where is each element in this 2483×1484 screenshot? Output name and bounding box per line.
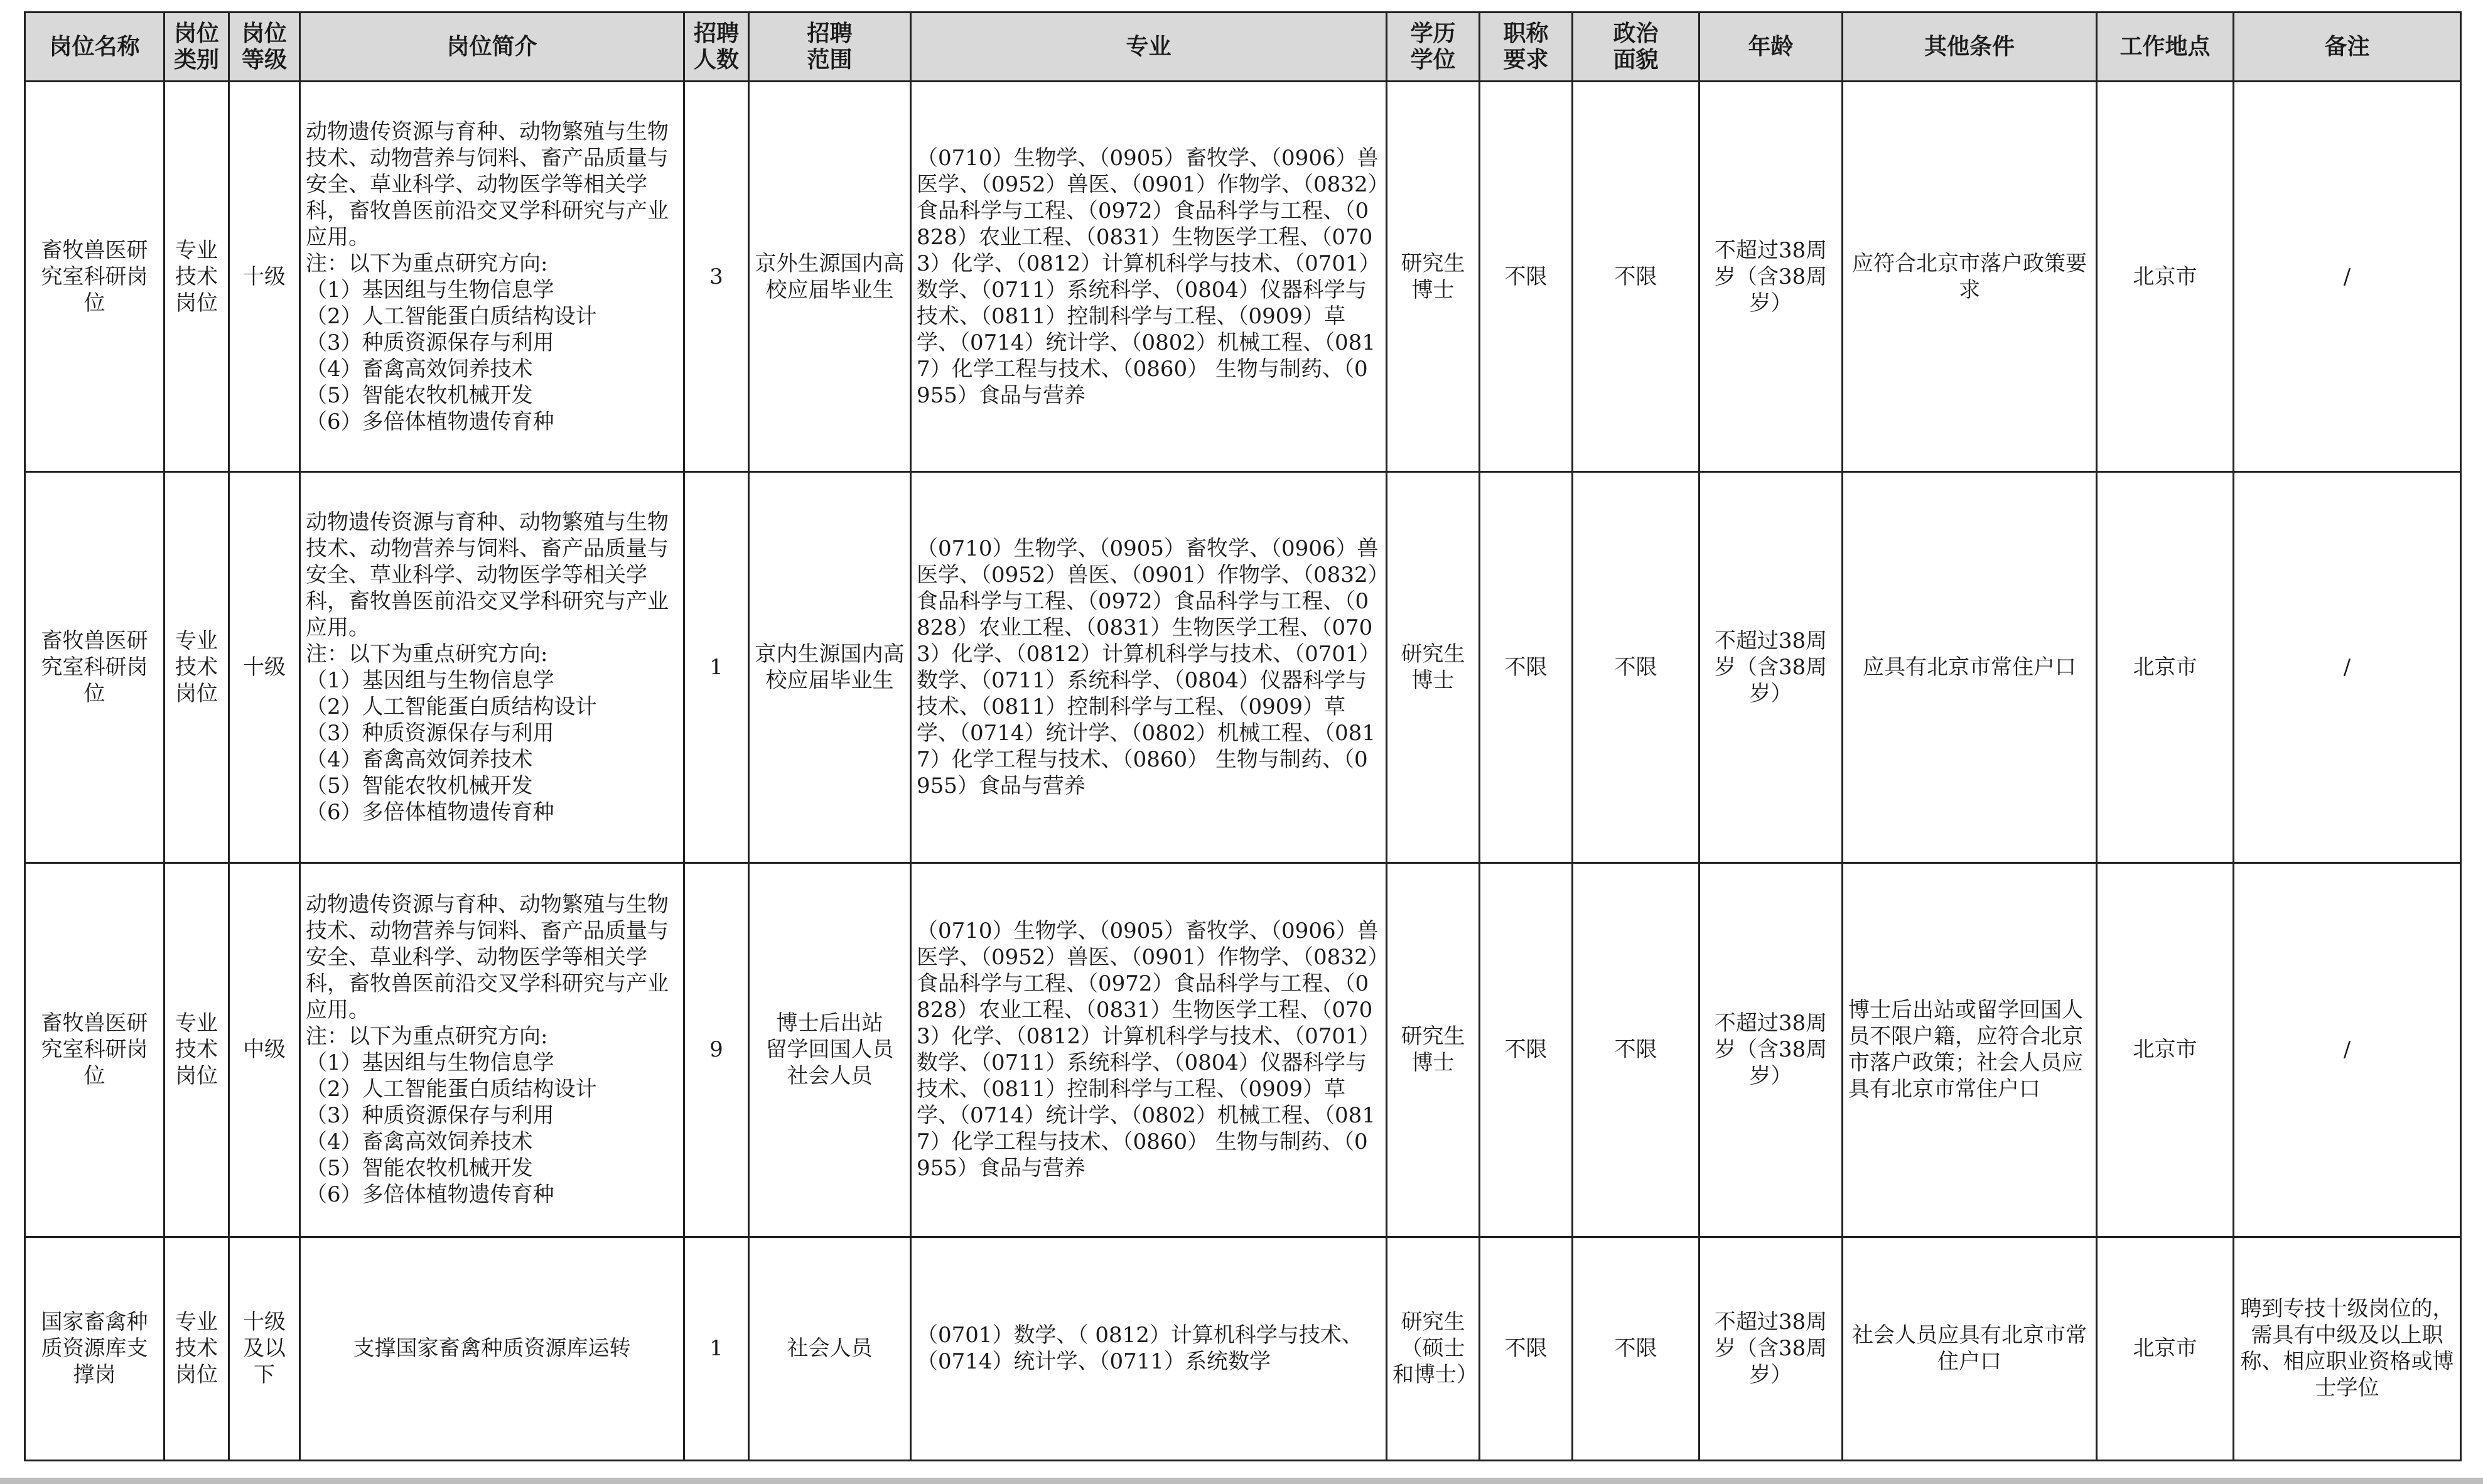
cell-grade: 十级及以下 [229,1237,300,1460]
cell-grade: 十级 [229,472,300,863]
cell-category: 专业 技术 岗位 [164,82,229,472]
cell-remark: / [2234,472,2461,863]
cell-major: （0710）生物学、（0905）畜牧学、（0906）兽医学、（0952）兽医、（0901）作物学、（0832）食品科学与工程、（0972）食品科学与工程、（0828）农业工程、（0831）生物医学工程、（0703）化学、（0812）计算机科学与技术、（0701）数学、（0711）系统科学、（0804）仪器科学与技术、（0811）控制科学与工程、（0909）草学、（0714）统计学、（0802）机械工程、（0817）化学工程与技术、（0860） 生物与制药、（0955）食品与营养 [911,82,1387,472]
header-remark: 备注 [2234,13,2461,82]
header-major: 专业 [911,13,1387,82]
cell-major: （0710）生物学、（0905）畜牧学、（0906）兽医学、（0952）兽医、（0901）作物学、（0832）食品科学与工程、（0972）食品科学与工程、（0828）农业工程、（0831）生物医学工程、（0703）化学、（0812）计算机科学与技术、（0701）数学、（0711）系统科学、（0804）仪器科学与技术、（0811）控制科学与工程、（0909）草学、（0714）统计学、（0802）机械工程、（0817）化学工程与技术、（0860） 生物与制药、（0955）食品与营养 [911,863,1387,1237]
cell-name: 畜牧兽医研究室科研岗位 [25,863,164,1237]
header-degree: 学历 学位 [1387,13,1480,82]
cell-other: 博士后出站或留学回国人员不限户籍，应符合北京市落户政策；社会人员应具有北京市常住户口 [1843,863,2097,1237]
cell-other: 应符合北京市落户政策要求 [1843,82,2097,472]
cell-degree: 研究生 （硕士和博士） [1387,1237,1480,1460]
header-count: 招聘 人数 [684,13,749,82]
cell-age: 不超过38周岁（含38周岁） [1699,82,1843,472]
cell-degree: 研究生 博士 [1387,82,1480,472]
cell-scope: 京内生源国内高校应届毕业生 [749,472,911,863]
cell-other: 社会人员应具有北京市常住户口 [1843,1237,2097,1460]
header-intro: 岗位简介 [300,13,684,82]
cell-category: 专业 技术 岗位 [164,863,229,1237]
cell-remark: 聘到专技十级岗位的，需具有中级及以上职称、相应职业资格或博士学位 [2234,1237,2461,1460]
cell-count: 1 [684,1237,749,1460]
cell-intro: 动物遗传资源与育种、动物繁殖与生物技术、动物营养与饲料、畜产品质量与安全、草业科学、动物医学等相关学科，畜牧兽医前沿交叉学科研究与产业应用。 注：以下为重点研究方向: （1）基因组与生物信息学 （2）人工智能蛋白质结构设计 （3）种质资源保存与利用 （4）畜禽高效饲养技术 （5）智能农牧机械开发 （6）多倍体植物遗传育种 [300,863,684,1237]
cell-location: 北京市 [2097,472,2234,863]
header-category: 岗位 类别 [164,13,229,82]
cell-intro: 支撑国家畜禽种质资源库运转 [300,1237,684,1460]
table-row [25,82,2461,472]
cell-degree: 研究生 博士 [1387,472,1480,863]
cell-title-req: 不限 [1480,82,1573,472]
cell-count: 1 [684,472,749,863]
header-age: 年龄 [1699,13,1843,82]
cell-category: 专业 技术 岗位 [164,1237,229,1460]
header-name: 岗位名称 [25,13,164,82]
cell-scope: 京外生源国内高校应届毕业生 [749,82,911,472]
header-location: 工作地点 [2097,13,2234,82]
cell-political: 不限 [1573,863,1699,1237]
cell-name: 国家畜禽种质资源库支撑岗 [25,1237,164,1460]
cell-age: 不超过38周岁（含38周岁） [1699,863,1843,1237]
cell-grade: 十级 [229,82,300,472]
table-row [25,863,2461,1237]
header-title-req: 职称 要求 [1480,13,1573,82]
table-row [25,1237,2461,1460]
cell-intro: 动物遗传资源与育种、动物繁殖与生物技术、动物营养与饲料、畜产品质量与安全、草业科学、动物医学等相关学科，畜牧兽医前沿交叉学科研究与产业应用。 注：以下为重点研究方向: （1）基因组与生物信息学 （2）人工智能蛋白质结构设计 （3）种质资源保存与利用 （4）畜禽高效饲养技术 （5）智能农牧机械开发 （6）多倍体植物遗传育种 [300,472,684,863]
cell-intro: 动物遗传资源与育种、动物繁殖与生物技术、动物营养与饲料、畜产品质量与安全、草业科学、动物医学等相关学科，畜牧兽医前沿交叉学科研究与产业应用。 注：以下为重点研究方向: （1）基因组与生物信息学 （2）人工智能蛋白质结构设计 （3）种质资源保存与利用 （4）畜禽高效饲养技术 （5）智能农牧机械开发 （6）多倍体植物遗传育种 [300,82,684,472]
cell-degree: 研究生 博士 [1387,863,1480,1237]
header-scope: 招聘 范围 [749,13,911,82]
cell-age: 不超过38周岁（含38周岁） [1699,472,1843,863]
cell-remark: / [2234,82,2461,472]
cell-grade: 中级 [229,863,300,1237]
cell-name: 畜牧兽医研究室科研岗位 [25,472,164,863]
cell-title-req: 不限 [1480,863,1573,1237]
cell-title-req: 不限 [1480,1237,1573,1460]
cell-name: 畜牧兽医研究室科研岗位 [25,82,164,472]
cell-title-req: 不限 [1480,472,1573,863]
table-row [25,472,2461,863]
cell-political: 不限 [1573,82,1699,472]
cell-location: 北京市 [2097,863,2234,1237]
cell-major: （0710）生物学、（0905）畜牧学、（0906）兽医学、（0952）兽医、（0901）作物学、（0832）食品科学与工程、（0972）食品科学与工程、（0828）农业工程、（0831）生物医学工程、（0703）化学、（0812）计算机科学与技术、（0701）数学、（0711）系统科学、（0804）仪器科学与技术、（0811）控制科学与工程、（0909）草学、（0714）统计学、（0802）机械工程、（0817）化学工程与技术、（0860） 生物与制药、（0955）食品与营养 [911,472,1387,863]
cell-location: 北京市 [2097,82,2234,472]
cell-count: 9 [684,863,749,1237]
header-other: 其他条件 [1843,13,2097,82]
cell-scope: 博士后出站 留学回国人员 社会人员 [749,863,911,1237]
cell-remark: / [2234,863,2461,1237]
header-political: 政治 面貌 [1573,13,1699,82]
recruitment-table [24,11,2462,1461]
cell-category: 专业 技术 岗位 [164,472,229,863]
cell-scope: 社会人员 [749,1237,911,1460]
cell-location: 北京市 [2097,1237,2234,1460]
cell-age: 不超过38周岁（含38周岁） [1699,1237,1843,1460]
cell-other: 应具有北京市常住户口 [1843,472,2097,863]
cell-political: 不限 [1573,472,1699,863]
cell-major: （0701）数学、（ 0812）计算机科学与技术、（0714）统计学、（0711）系统数学 [911,1237,1387,1460]
page-bottom-rule [0,1478,2483,1484]
header-row [25,13,2461,82]
header-grade: 岗位 等级 [229,13,300,82]
cell-political: 不限 [1573,1237,1699,1460]
cell-count: 3 [684,82,749,472]
